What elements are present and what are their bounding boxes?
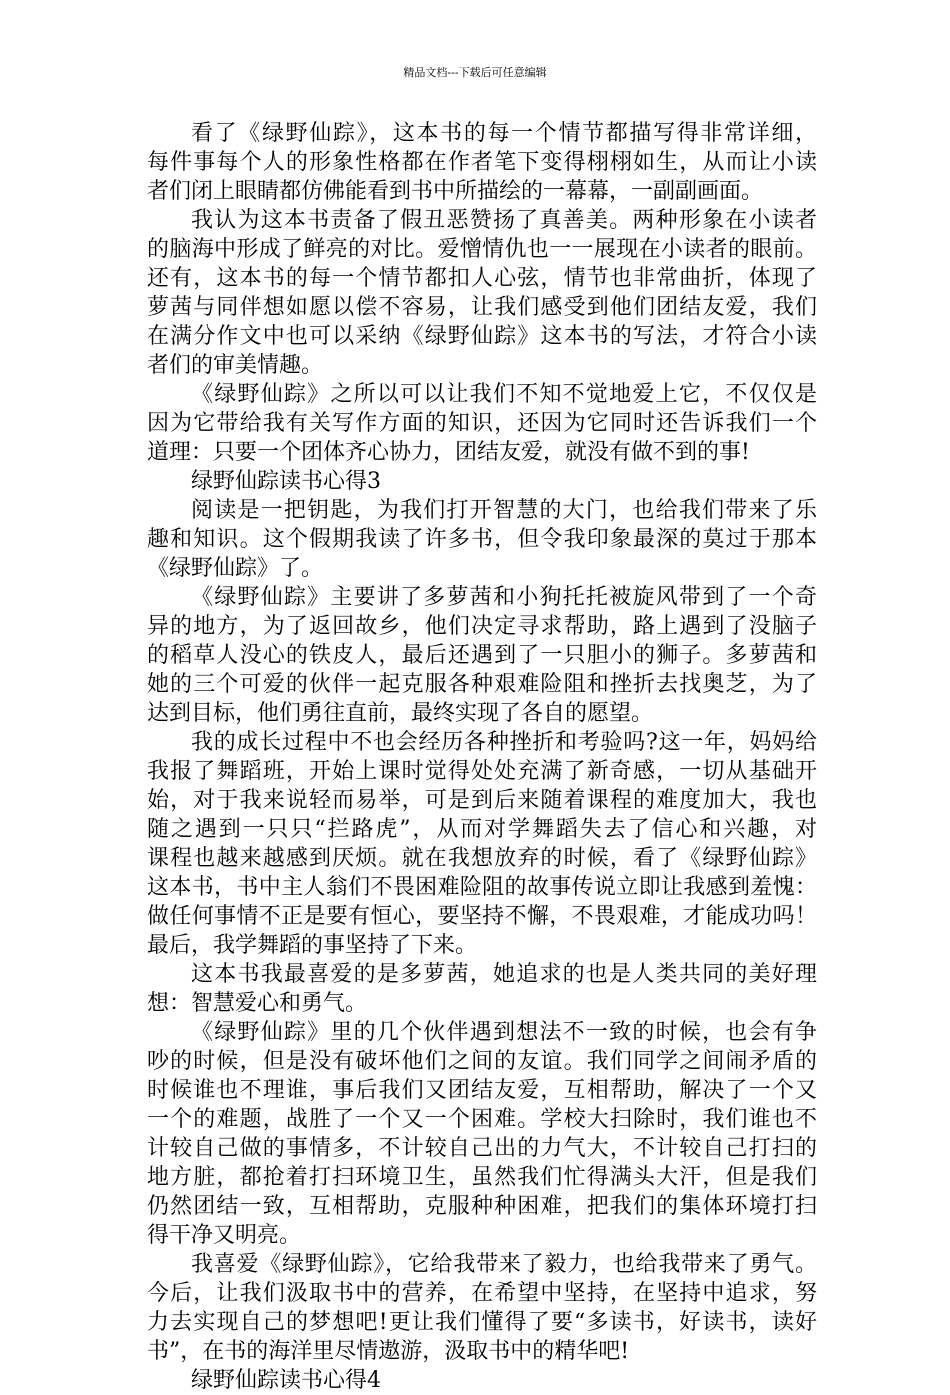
text-line: 力去实现自己的梦想吧!更让我们懂得了要“多读书，好读书，读好	[147, 1310, 817, 1335]
text-line: 者们的审美情趣。	[147, 353, 324, 378]
text-line: 做任何事情不正是要有恒心，要坚持不懈，不畏艰难，才能成功吗！	[147, 904, 817, 929]
text-line: 因为它带给我有关写作方面的知识，还因为它同时还告诉我们一个	[147, 411, 817, 436]
text-line: 还有，这本书的每一个情节都扣人心弦，情节也非常曲折，体现了	[147, 266, 817, 291]
text-line: 她的三个可爱的伙伴一起克服各种艰难险阻和挫折去找奥芝，为了	[147, 672, 817, 697]
text-line: 随之遇到一只只“拦路虎”，从而对学舞蹈失去了信心和兴趣，对	[147, 817, 817, 842]
text-line: 在满分作文中也可以采纳《绿野仙踪》这本书的写法，才符合小读	[147, 324, 817, 349]
text-line: 最后，我学舞蹈的事坚持了下来。	[147, 933, 478, 958]
text-line: 一个的难题，战胜了一个又一个困难。学校大扫除时，我们谁也不	[147, 1107, 817, 1132]
text-line: 《绿野仙踪》里的几个伙伴遇到想法不一致的时候，也会有争	[191, 1020, 817, 1045]
text-line: 趣和知识。这个假期我读了许多书，但令我印象最深的莫过于那本	[147, 527, 817, 552]
text-line: 阅读是一把钥匙，为我们打开智慧的大门，也给我们带来了乐	[191, 498, 817, 523]
text-line: 想：智慧爱心和勇气。	[147, 991, 368, 1016]
text-line: 萝茜与同伴想如愿以偿不容易，让我们感受到他们团结友爱，我们	[147, 295, 817, 320]
text-line: 这本书我最喜爱的是多萝茜，她追求的也是人类共同的美好理	[191, 962, 817, 987]
text-line: 异的地方，为了返回故乡，他们决定寻求帮助，路上遇到了没脑子	[147, 614, 817, 639]
document-body	[147, 119, 817, 1395]
page-header: 精品文档---下载后可任意编辑	[403, 66, 547, 79]
text-line: 我认为这本书责备了假丑恶赞扬了真善美。两种形象在小读者	[191, 208, 817, 233]
text-line: 《绿野仙踪》主要讲了多萝茜和小狗托托被旋风带到了一个奇	[191, 585, 817, 610]
text-line: 时候谁也不理谁，事后我们又团结友爱，互相帮助，解决了一个又	[147, 1078, 817, 1103]
text-line: 看了《绿野仙踪》，这本书的每一个情节都描写得非常详细，	[191, 121, 817, 146]
text-line: 书”，在书的海洋里尽情遨游，汲取书中的精华吧!	[147, 1339, 630, 1364]
text-line: 我的成长过程中不也会经历各种挫折和考验吗?这一年，妈妈给	[191, 730, 817, 755]
text-line: 吵的时候，但是没有破坏他们之间的友谊。我们同学之间闹矛盾的	[147, 1049, 817, 1074]
text-line: 今后，让我们汲取书中的营养，在希望中坚持，在坚持中追求，努	[147, 1281, 817, 1306]
section-heading: 绿野仙踪读书心得3	[191, 469, 381, 494]
text-line: 得干净又明亮。	[147, 1223, 302, 1248]
text-line: 者们闭上眼睛都仿佛能看到书中所描绘的一幕幕，一副副画面。	[147, 179, 764, 204]
text-line: 达到目标，他们勇往直前，最终实现了各自的愿望。	[147, 701, 654, 726]
text-line: 道理：只要一个团体齐心协力，团结友爱，就没有做不到的事!	[147, 440, 750, 465]
text-line: 始，对于我来说轻而易举，可是到后来随着课程的难度加大，我也	[147, 788, 817, 813]
text-line: 我喜爱《绿野仙踪》，它给我带来了毅力，也给我带来了勇气。	[191, 1252, 817, 1277]
text-line: 计较自己做的事情多，不计较自己出的力气大，不计较自己打扫的	[147, 1136, 817, 1161]
text-line: 这本书，书中主人翁们不畏困难险阻的故事传说立即让我感到羞愧：	[147, 875, 817, 900]
text-line: 地方脏，都抢着打扫环境卫生，虽然我们忙得满头大汗，但是我们	[147, 1165, 817, 1190]
text-line: 《绿野仙踪》之所以可以让我们不知不觉地爱上它，不仅仅是	[191, 382, 817, 407]
text-line: 我报了舞蹈班，开始上课时觉得处处充满了新奇感，一切从基础开	[147, 759, 817, 784]
text-line: 仍然团结一致，互相帮助，克服种种困难，把我们的集体环境打扫	[147, 1194, 817, 1219]
text-line: 每件事每个人的形象性格都在作者笔下变得栩栩如生，从而让小读	[147, 150, 817, 175]
text-line: 《绿野仙踪》了。	[147, 556, 324, 581]
section-heading: 绿野仙踪读书心得4	[191, 1368, 381, 1393]
text-line: 的脑海中形成了鲜亮的对比。爱憎情仇也一一展现在小读者的眼前。	[147, 237, 817, 262]
text-line: 的稻草人没心的铁皮人，最后还遇到了一只胆小的狮子。多萝茜和	[147, 643, 817, 668]
text-line: 课程也越来越感到厌烦。就在我想放弃的时候，看了《绿野仙踪》	[147, 846, 817, 871]
